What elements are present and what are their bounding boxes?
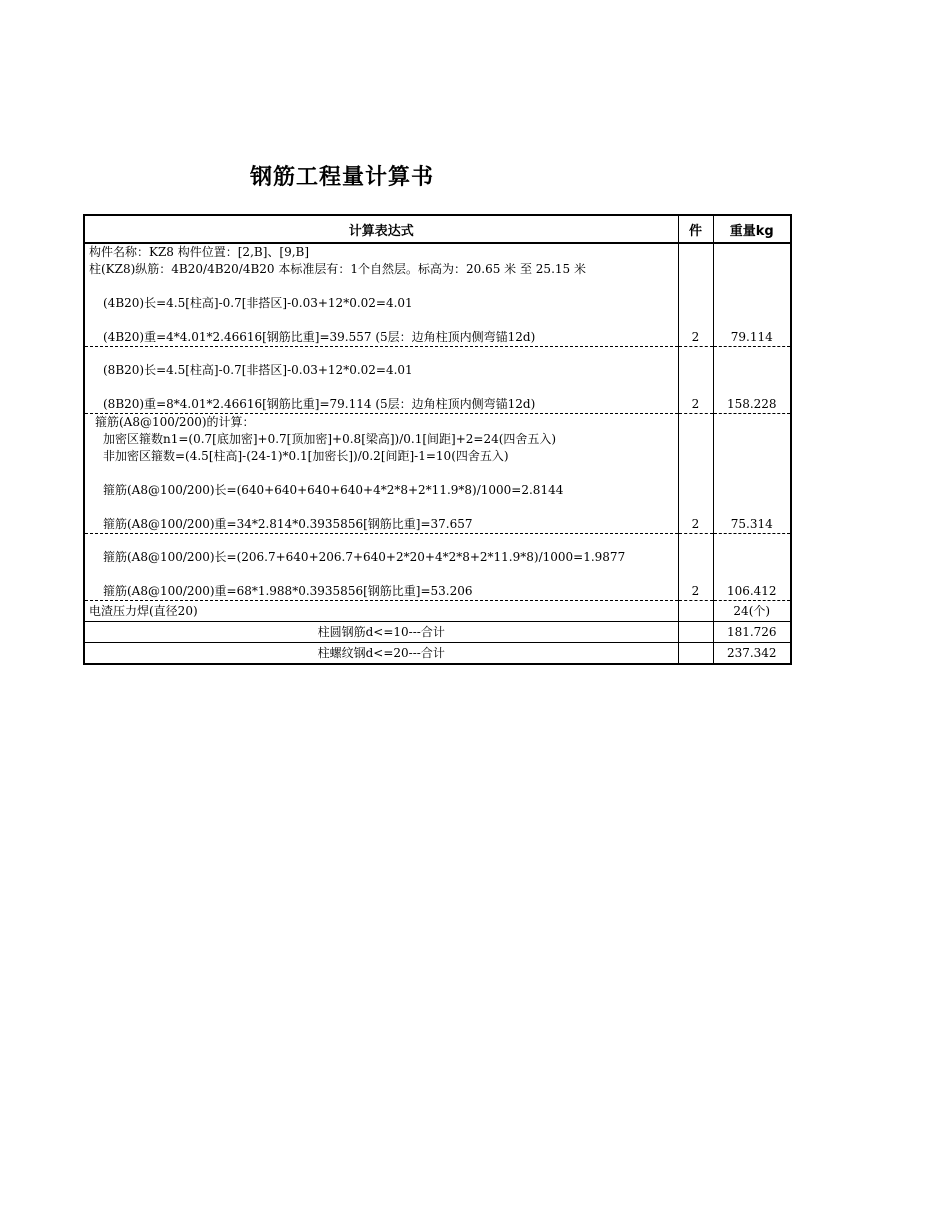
length-line: (4B20)长=4.5[柱高]-0.7[非搭区]-0.03+12*0.02=4.01 xyxy=(103,296,413,310)
weight-line: 箍筋(A8@100/200)重=68*1.988*0.3935856[钢筋比重]=53.206 xyxy=(103,584,473,598)
total-value: 237.342 xyxy=(713,643,791,665)
table-row xyxy=(84,534,791,601)
weight-cell: 79.114 xyxy=(713,243,791,347)
page-title: 钢筋工程量计算书 xyxy=(250,165,435,190)
length-line: 箍筋(A8@100/200)长=(640+640+640+640+4*2*8+2*11.9*8)/1000=2.8144 xyxy=(103,483,564,497)
table-row xyxy=(84,243,791,347)
expression-cell xyxy=(84,534,678,601)
length-line: (8B20)长=4.5[柱高]-0.7[非搭区]-0.03+12*0.02=4.01 xyxy=(103,363,413,377)
expression-cell xyxy=(84,347,678,414)
total-label: 柱螺纹钢d<=20---合计 xyxy=(84,643,678,665)
dense-count-line: 加密区箍数n1=(0.7[底加密]+0.7[顶加密]+0.8[梁高])/0.1[间距]+2=24(四舍五入) xyxy=(103,432,557,446)
length-line: 箍筋(A8@100/200)长=(206.7+640+206.7+640+2*20+4*2*8+2*11.9*8)/1000=1.9877 xyxy=(103,550,626,564)
welding-label: 电渣压力焊(直径20) xyxy=(84,601,678,622)
weight-cell: 158.228 xyxy=(713,347,791,414)
header-expression: 计算表达式 xyxy=(84,215,678,243)
weight-line: (4B20)重=4*4.01*2.46616[钢筋比重]=39.557 (5层：边角柱顶内侧弯锚12d) xyxy=(103,330,536,344)
welding-value: 24(个) xyxy=(713,601,791,622)
quantity-cell: 2 xyxy=(678,534,713,601)
header-weight: 重量kg xyxy=(713,215,791,243)
quantity-cell: 2 xyxy=(678,347,713,414)
expression-cell xyxy=(84,414,678,534)
header-quantity: 件 xyxy=(678,215,713,243)
calculation-table xyxy=(83,214,792,665)
table-header-row xyxy=(84,215,791,243)
stirrup-header: 箍筋(A8@100/200)的计算： xyxy=(95,415,255,429)
weight-line: (8B20)重=8*4.01*2.46616[钢筋比重]=79.114 (5层：边角柱顶内侧弯锚12d) xyxy=(103,397,536,411)
weight-cell: 106.412 xyxy=(713,534,791,601)
table-row xyxy=(84,347,791,414)
quantity-cell: 2 xyxy=(678,414,713,534)
total-row xyxy=(84,622,791,643)
longitudinal-info: 柱(KZ8)纵筋：4B20/4B20/4B20 本标准层有：1个自然层。标高为：20.65 米 至 25.15 米 xyxy=(89,262,586,276)
component-info: 构件名称：KZ8 构件位置：[2,B]、[9,B] xyxy=(89,245,310,259)
total-value: 181.726 xyxy=(713,622,791,643)
total-row xyxy=(84,643,791,665)
weight-line: 箍筋(A8@100/200)重=34*2.814*0.3935856[钢筋比重]=37.657 xyxy=(103,517,473,531)
sparse-count-line: 非加密区箍数=(4.5[柱高]-(24-1)*0.1[加密长])/0.2[间距]-1=10(四舍五入) xyxy=(103,449,509,463)
welding-row xyxy=(84,601,791,622)
table-row xyxy=(84,414,791,534)
total-label: 柱圆钢筋d<=10---合计 xyxy=(84,622,678,643)
quantity-cell: 2 xyxy=(678,243,713,347)
weight-cell: 75.314 xyxy=(713,414,791,534)
expression-cell xyxy=(84,243,678,347)
